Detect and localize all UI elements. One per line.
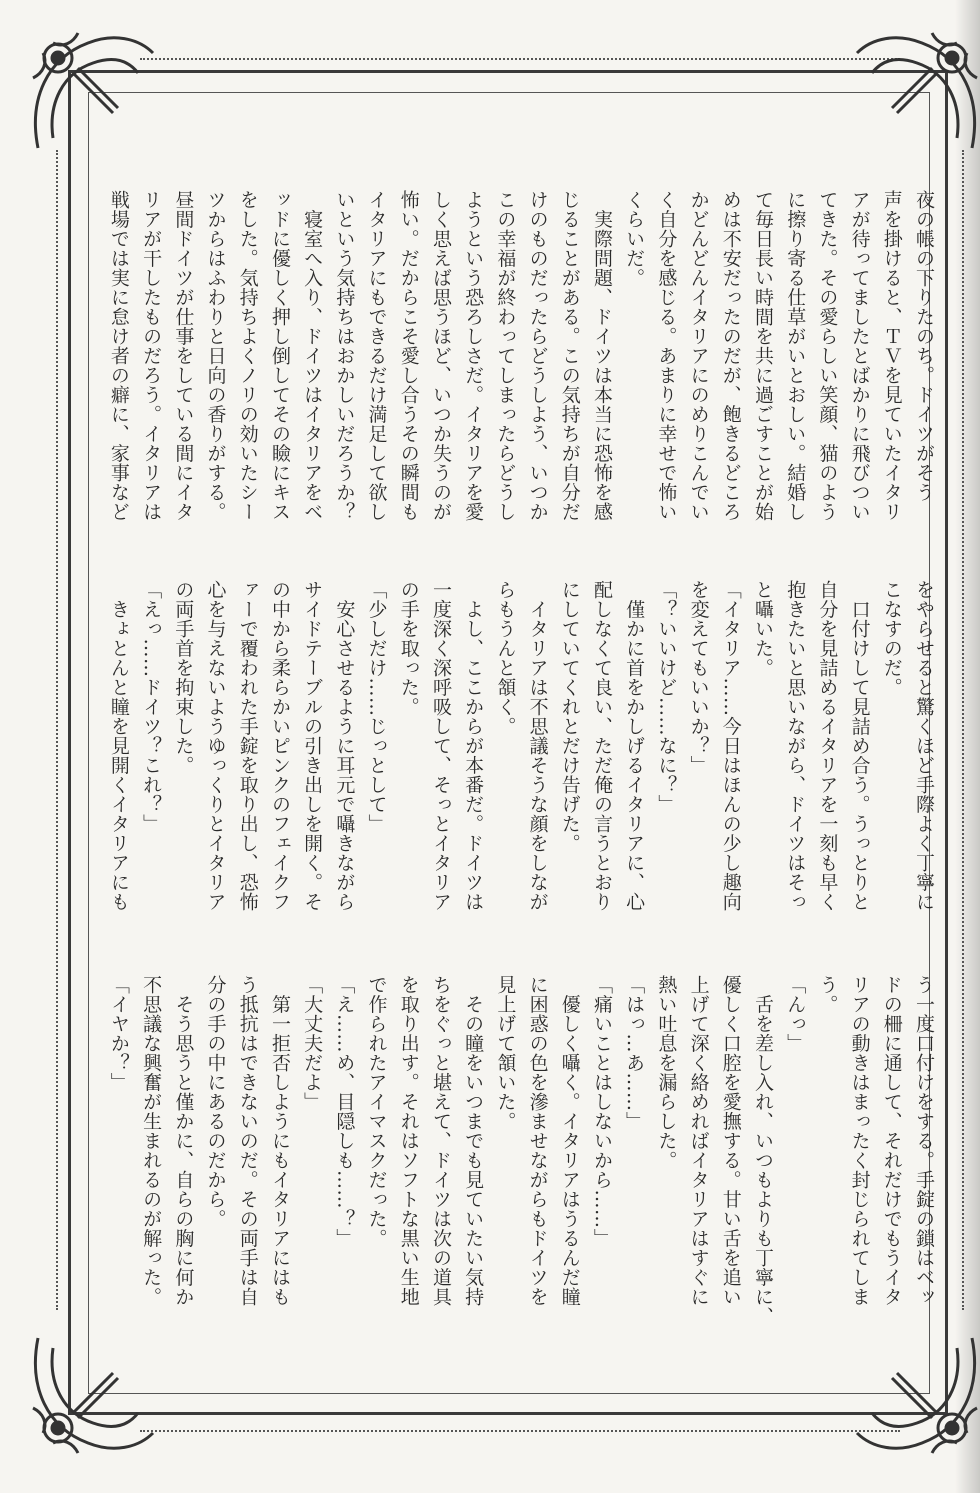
- text-line: イタリアは不思議そうな顔をしなが: [526, 580, 549, 912]
- text-line: イタリアにもできるだけ満足して欲し: [365, 190, 388, 522]
- text-block-upper: [100, 190, 940, 535]
- text-line: そう思うと僅かに、自らの胸に何か: [172, 975, 195, 1307]
- text-line: 上げて深く絡めればイタリアはすぐに: [687, 975, 710, 1307]
- text-line: て毎日長い時間を共に過ごすことが始: [751, 190, 774, 522]
- text-line: めは不安だったのだが、飽きるどころ: [719, 190, 742, 522]
- text-line: 僅かに首をかしげるイタリアに、心: [623, 580, 646, 912]
- text-line: ドの柵に通して、それだけでもうイタ: [880, 975, 903, 1307]
- text-line: の手を取った。: [397, 580, 420, 717]
- text-line: の中から柔らかいピンクのフェイクフ: [268, 580, 291, 912]
- text-line: きょとんと瞳を見開くイタリアにも: [107, 580, 130, 912]
- text-line: 「？いいけど……なに？」: [655, 580, 678, 814]
- text-block-lower: [100, 975, 940, 1326]
- text-line: 寝室へ入り、ドイツはイタリアをベ: [301, 190, 324, 522]
- text-line: アが待ってましたとばかりに飛びつい: [848, 190, 871, 522]
- chain-border-left: [56, 150, 68, 1310]
- text-line: 舌を差し入れ、いつもよりも丁寧に、: [751, 975, 774, 1326]
- text-line: この幸福が終わってしまったらどうし: [494, 190, 517, 522]
- text-line: う一度口付けをする。手錠の鎖はベッ: [913, 975, 935, 1307]
- text-line: 「少しだけ……じっとして」: [365, 580, 388, 834]
- text-line: ッドに優しく押し倒してその瞼にキス: [268, 190, 291, 522]
- text-line: けのものだったらどうしよう、いつか: [526, 190, 549, 522]
- text-line: う。: [816, 975, 839, 1014]
- text-line: の両手首を拘束した。: [172, 580, 195, 775]
- text-line: 夜の帳の下りたのち。ドイツがそう: [913, 190, 935, 502]
- chain-border-top: [140, 58, 900, 70]
- text-line: ようという恐ろしさだ。イタリアを愛: [462, 190, 485, 522]
- text-line: く自分を感じる。あまりに幸せで怖い: [655, 190, 678, 522]
- text-line: 第一拒否しようにもイタリアにはも: [268, 975, 291, 1307]
- text-line: 「大丈夫だよ」: [301, 975, 324, 1112]
- text-line: 優しく口腔を愛撫する。甘い舌を追い: [719, 975, 742, 1307]
- text-line: ァーで覆われた手錠を取り出し、恐怖: [236, 580, 259, 912]
- text-line: じることがある。この気持ちが自分だ: [558, 190, 581, 522]
- text-line: 配しなくて良い、ただ俺の言うとおり: [590, 580, 613, 912]
- ornament-corner-icon: [842, 1318, 980, 1468]
- text-line: 怖い。だからこそ愛し合うその瞬間も: [397, 190, 420, 522]
- text-line: 分の手の中にあるのだから。: [204, 975, 227, 1229]
- text-line: 熱い吐息を漏らした。: [655, 975, 678, 1170]
- text-line: 戦場では実に怠け者の癖に、家事など: [107, 190, 130, 522]
- text-line: しく思えば思うほど、いつか失うのが: [429, 190, 452, 522]
- text-line: 昼間ドイツが仕事をしている間にイタ: [172, 190, 195, 522]
- text-line: 安心させるように耳元で囁きながら: [333, 580, 356, 912]
- text-line: てきた。その愛らしい笑顔、猫のよう: [816, 190, 839, 522]
- text-line: と囁いた。: [751, 580, 774, 678]
- chain-border-bottom: [140, 1420, 900, 1432]
- text-line: をやらせると驚くほど手際よく丁寧に: [913, 580, 935, 912]
- text-line: 「えっ……ドイツ？これ？」: [140, 580, 163, 834]
- text-line: う抵抗はできないのだ。その両手は自: [236, 975, 259, 1307]
- text-line: で作られたアイマスクだった。: [365, 975, 388, 1248]
- text-line: サイドテーブルの引き出しを開く。そ: [301, 580, 324, 912]
- text-line: 不思議な興奮が生まれるのが解った。: [140, 975, 163, 1307]
- text-line: 実際問題、ドイツは本当に恐怖を感: [590, 190, 613, 522]
- text-line: 口付けして見詰め合う。うっとりと: [848, 580, 871, 912]
- text-line: 「んっ」: [784, 975, 807, 1053]
- text-line: を取り出す。それはソフトな黒い生地: [397, 975, 420, 1307]
- text-line: をした。気持ちよくノリの効いたシー: [236, 190, 259, 522]
- text-line: にしていてくれとだけ告げた。: [558, 580, 581, 853]
- text-line: くらいだ。: [623, 190, 646, 288]
- text-line: ツからはふわりと日向の香りがする。: [204, 190, 227, 522]
- text-line: リアの動きはまったく封じられてしま: [848, 975, 871, 1307]
- ornament-corner-icon: [18, 18, 168, 168]
- text-line: 「イタリア……今日はほんの少し趣向: [719, 580, 742, 912]
- ornament-corner-icon: [842, 18, 980, 168]
- text-line: 「イヤか？」: [107, 975, 130, 1092]
- text-line: その瞳をいつまでも見ていたい気持: [462, 975, 485, 1307]
- text-line: 心を与えないようゆっくりとイタリア: [204, 580, 227, 912]
- text-line: 一度深く深呼吸して、そっとイタリア: [429, 580, 452, 912]
- text-line: 優しく囁く。イタリアはうるんだ瞳: [558, 975, 581, 1307]
- text-line: こなすのだ。: [880, 580, 903, 697]
- text-line: を変えてもいいか？」: [687, 580, 710, 775]
- text-line: 「はっ…あ……」: [623, 975, 646, 1131]
- chain-border-right: [952, 150, 964, 1310]
- text-line: に擦り寄る仕草がいとおしい。結婚し: [784, 190, 807, 522]
- text-line: らもうんと頷く。: [494, 580, 517, 736]
- text-line: いという気持ちはおかしいだろうか？: [333, 190, 356, 522]
- text-block-middle: [100, 580, 940, 920]
- text-line: 抱きたいと思いながら、ドイツはそっ: [784, 580, 807, 912]
- text-line: かどんどんイタリアにのめりこんでい: [687, 190, 710, 522]
- ornament-corner-icon: [18, 1318, 168, 1468]
- text-line: 声を掛けると、ＴＶを見ていたイタリ: [880, 190, 903, 522]
- text-line: リアが干したものだろう。イタリアは: [140, 190, 163, 522]
- text-line: 「え……め、目隠しも……？」: [333, 975, 356, 1248]
- text-line: 「痛いことはしないから……」: [590, 975, 613, 1248]
- text-line: よし、ここからが本番だ。ドイツは: [462, 580, 485, 912]
- text-line: 自分を見詰めるイタリアを一刻も早く: [816, 580, 839, 912]
- text-line: に困惑の色を滲ませながらもドイツを: [526, 975, 549, 1307]
- text-line: ちをぐっと堪えて、ドイツは次の道具: [429, 975, 452, 1307]
- text-line: 見上げて頷いた。: [494, 975, 517, 1131]
